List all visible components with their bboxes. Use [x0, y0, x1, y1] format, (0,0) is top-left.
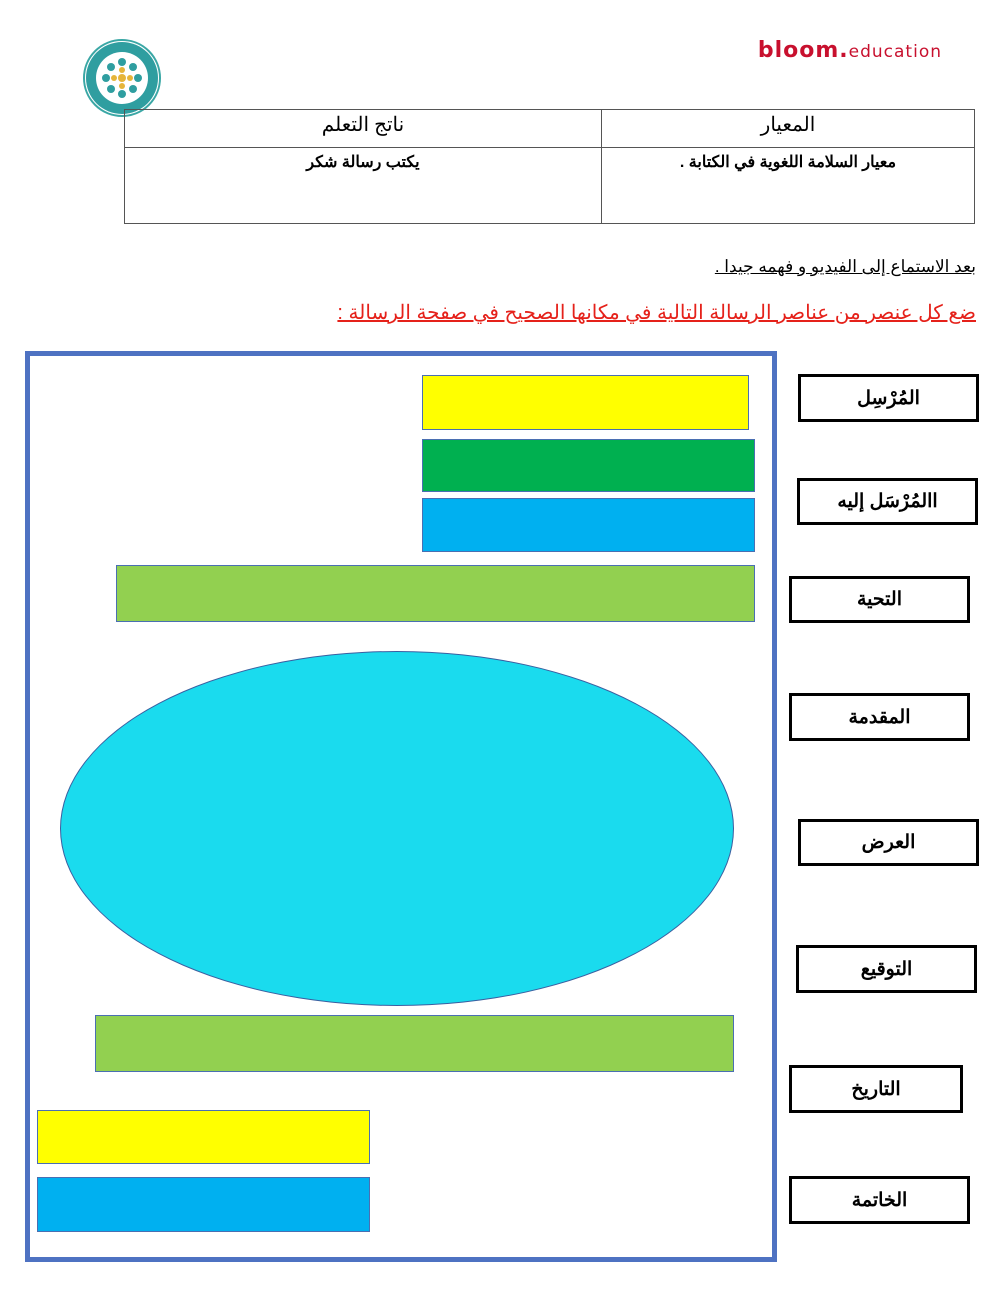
- brand-bold: bloom.: [757, 38, 849, 63]
- brand-light: education: [848, 42, 942, 62]
- standard-header: المعيار: [602, 110, 975, 148]
- standard-cell: معيار السلامة اللغوية في الكتابة .: [602, 148, 975, 224]
- outcome-cell: يكتب رسالة شكر: [125, 148, 602, 224]
- label-sender[interactable]: المُرْسِل: [798, 374, 979, 422]
- label-body[interactable]: العرض: [798, 819, 979, 866]
- outcome-header: ناتج التعلم: [125, 110, 602, 148]
- label-introduction[interactable]: المقدمة: [789, 693, 970, 741]
- greeting-drop-zone[interactable]: [116, 565, 755, 622]
- sender-drop-zone[interactable]: [422, 375, 749, 430]
- label-greeting[interactable]: التحية: [789, 576, 970, 623]
- school-logo-icon: [82, 38, 162, 118]
- label-recipient[interactable]: االمُرْسَل إليه: [797, 478, 978, 525]
- instruction-task: ضع كل عنصر من عناصر الرسالة التالية في مكانها الصحيح في صفحة الرسالة :: [337, 302, 976, 324]
- date-drop-zone[interactable]: [422, 498, 755, 552]
- table-row: [125, 110, 975, 148]
- brand-logo: [758, 38, 942, 63]
- label-date[interactable]: التاريخ: [789, 1065, 963, 1113]
- body-drop-zone[interactable]: [60, 651, 734, 1006]
- recipient-drop-zone[interactable]: [422, 439, 755, 492]
- signature-drop-zone[interactable]: [37, 1110, 370, 1164]
- closing-drop-zone[interactable]: [95, 1015, 734, 1072]
- instruction-listen: بعد الاستماع إلى الفيديو و فهمه جيدا .: [714, 257, 976, 276]
- label-closing[interactable]: الخاتمة: [789, 1176, 970, 1224]
- sender-name-drop-zone[interactable]: [37, 1177, 370, 1232]
- label-signature[interactable]: التوقيع: [796, 945, 977, 993]
- standards-table: [124, 109, 975, 224]
- table-row: [125, 148, 975, 224]
